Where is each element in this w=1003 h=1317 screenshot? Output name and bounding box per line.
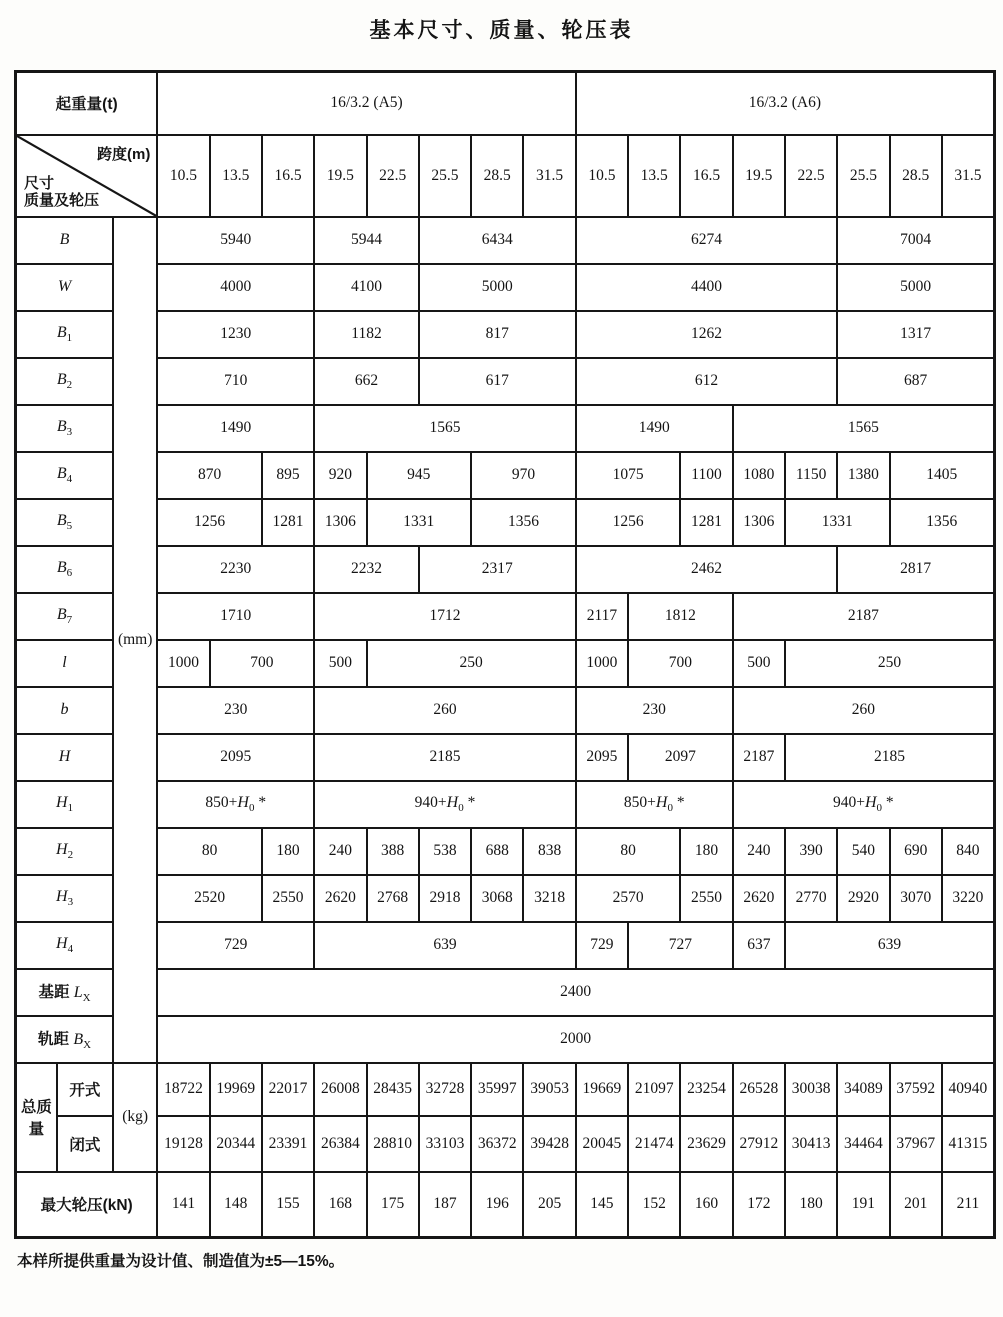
table-cell: 6274 bbox=[576, 217, 837, 264]
table-cell: 662 bbox=[314, 358, 419, 405]
table-cell: 2117 bbox=[576, 593, 628, 640]
table-cell: 1380 bbox=[837, 452, 889, 499]
table-cell: 5944 bbox=[314, 217, 419, 264]
span-header-a6-13.5: 13.5 bbox=[628, 135, 680, 217]
table-cell: 2620 bbox=[314, 875, 366, 922]
max-wheel-pressure-cell: 205 bbox=[523, 1172, 575, 1238]
table-cell: 4400 bbox=[576, 264, 837, 311]
table-cell: 4000 bbox=[157, 264, 314, 311]
table-cell: $850+H_0$ * bbox=[576, 781, 733, 828]
table-cell: 1182 bbox=[314, 311, 419, 358]
unit-mm: (mm) bbox=[113, 217, 157, 1063]
span-header-a5-25.5: 25.5 bbox=[419, 135, 471, 217]
dimension-row bbox=[16, 969, 995, 1016]
table-cell: 1256 bbox=[157, 499, 262, 546]
table-cell: 5940 bbox=[157, 217, 314, 264]
max-wheel-pressure-row bbox=[16, 1172, 995, 1238]
total-mass-open-cell: 18722 bbox=[157, 1063, 209, 1116]
diagonal-header-cell bbox=[16, 135, 158, 217]
table-cell: $940+H_0$ * bbox=[314, 781, 576, 828]
span-header-a5-31.5: 31.5 bbox=[523, 135, 575, 217]
max-wheel-pressure-cell: 196 bbox=[471, 1172, 523, 1238]
table-cell: 617 bbox=[419, 358, 576, 405]
table-cell: 7004 bbox=[837, 217, 994, 264]
closed-type-label: 闭式 bbox=[57, 1116, 113, 1172]
total-mass-closed-cell: 23391 bbox=[262, 1116, 314, 1172]
span-header-a5-28.5: 28.5 bbox=[471, 135, 523, 217]
table-cell: 3068 bbox=[471, 875, 523, 922]
spec-table bbox=[14, 70, 996, 1239]
total-mass-label: 总质量 bbox=[16, 1063, 57, 1172]
total-mass-closed-cell: 36372 bbox=[471, 1116, 523, 1172]
footnote: 本样所提供重量为设计值、制造值为±5—15%。 bbox=[17, 1253, 345, 1270]
table-cell: 1262 bbox=[576, 311, 837, 358]
total-mass-open-cell: 34089 bbox=[837, 1063, 889, 1116]
table-cell: 2520 bbox=[157, 875, 262, 922]
table-cell: 240 bbox=[314, 828, 366, 875]
total-mass-open-cell: 37592 bbox=[890, 1063, 942, 1116]
dimension-row bbox=[16, 311, 995, 358]
table-cell: 388 bbox=[367, 828, 419, 875]
max-wheel-pressure-cell: 168 bbox=[314, 1172, 366, 1238]
table-cell: 2918 bbox=[419, 875, 471, 922]
table-cell: 2000 bbox=[157, 1016, 994, 1063]
table-cell: 2230 bbox=[157, 546, 314, 593]
dimension-row bbox=[16, 217, 995, 264]
span-axis-label: 跨度(m) bbox=[96, 145, 151, 163]
table-cell: 1100 bbox=[680, 452, 732, 499]
dimension-row bbox=[16, 781, 995, 828]
table-cell: 1075 bbox=[576, 452, 681, 499]
table-cell: 1281 bbox=[262, 499, 314, 546]
table-cell: 700 bbox=[210, 640, 315, 687]
total-mass-closed-cell: 20045 bbox=[576, 1116, 628, 1172]
table-cell: 2462 bbox=[576, 546, 837, 593]
table-cell: 1317 bbox=[837, 311, 994, 358]
table-cell: 639 bbox=[785, 922, 995, 969]
total-mass-open-cell: 22017 bbox=[262, 1063, 314, 1116]
total-mass-closed-row bbox=[16, 1116, 995, 1172]
table-cell: 2768 bbox=[367, 875, 419, 922]
table-cell: 817 bbox=[419, 311, 576, 358]
table-cell: $940+H_0$ * bbox=[733, 781, 995, 828]
table-cell: 2550 bbox=[262, 875, 314, 922]
table-cell: 180 bbox=[680, 828, 732, 875]
row-label: H bbox=[16, 734, 114, 781]
table-cell: 920 bbox=[314, 452, 366, 499]
table-cell: 2317 bbox=[419, 546, 576, 593]
max-wheel-pressure-cell: 172 bbox=[733, 1172, 785, 1238]
total-mass-open-cell: 30038 bbox=[785, 1063, 837, 1116]
table-cell: 260 bbox=[314, 687, 576, 734]
table-cell: 1490 bbox=[576, 405, 733, 452]
table-cell: 688 bbox=[471, 828, 523, 875]
row-label: 轨距 $B_X$ bbox=[16, 1016, 114, 1063]
total-mass-closed-cell: 39428 bbox=[523, 1116, 575, 1172]
max-wheel-pressure-cell: 211 bbox=[942, 1172, 995, 1238]
total-mass-open-cell: 23254 bbox=[680, 1063, 732, 1116]
total-mass-open-cell: 40940 bbox=[942, 1063, 995, 1116]
table-cell: 390 bbox=[785, 828, 837, 875]
total-mass-open-cell: 19669 bbox=[576, 1063, 628, 1116]
table-cell: 240 bbox=[733, 828, 785, 875]
table-cell: 838 bbox=[523, 828, 575, 875]
group-a6-label: 16/3.2 (A6) bbox=[576, 72, 995, 135]
table-cell: 1230 bbox=[157, 311, 314, 358]
table-cell: 230 bbox=[157, 687, 314, 734]
table-cell: 180 bbox=[262, 828, 314, 875]
max-wheel-pressure-cell: 145 bbox=[576, 1172, 628, 1238]
table-cell: 1356 bbox=[890, 499, 995, 546]
total-mass-open-cell: 28435 bbox=[367, 1063, 419, 1116]
table-cell: 4100 bbox=[314, 264, 419, 311]
max-wheel-pressure-cell: 191 bbox=[837, 1172, 889, 1238]
span-header-a6-28.5: 28.5 bbox=[890, 135, 942, 217]
table-cell: 2185 bbox=[314, 734, 576, 781]
table-cell: 1490 bbox=[157, 405, 314, 452]
row-label: $B_6$ bbox=[16, 546, 114, 593]
row-label: l bbox=[16, 640, 114, 687]
row-label: b bbox=[16, 687, 114, 734]
page-title: 基本尺寸、质量、轮压表 bbox=[369, 19, 634, 42]
row-label: $B_5$ bbox=[16, 499, 114, 546]
row-label: $B_1$ bbox=[16, 311, 114, 358]
row-label: $B_7$ bbox=[16, 593, 114, 640]
total-mass-closed-cell: 37967 bbox=[890, 1116, 942, 1172]
row-label: 基距 $L_X$ bbox=[16, 969, 114, 1016]
dimension-row bbox=[16, 546, 995, 593]
max-wheel-pressure-cell: 152 bbox=[628, 1172, 680, 1238]
dimension-row bbox=[16, 405, 995, 452]
dimension-axis-label: 尺寸 bbox=[24, 174, 55, 192]
table-cell: 2550 bbox=[680, 875, 732, 922]
table-cell: 700 bbox=[628, 640, 733, 687]
table-cell: 250 bbox=[785, 640, 995, 687]
table-cell: 1256 bbox=[576, 499, 681, 546]
total-mass-open-cell: 19969 bbox=[210, 1063, 262, 1116]
total-mass-open-cell: 26008 bbox=[314, 1063, 366, 1116]
row-label: $H_2$ bbox=[16, 828, 114, 875]
table-cell: 1306 bbox=[733, 499, 785, 546]
total-mass-closed-cell: 41315 bbox=[942, 1116, 995, 1172]
table-cell: 1710 bbox=[157, 593, 314, 640]
table-cell: 1080 bbox=[733, 452, 785, 499]
dimension-row bbox=[16, 640, 995, 687]
total-mass-closed-cell: 26384 bbox=[314, 1116, 366, 1172]
table-cell: 1356 bbox=[471, 499, 576, 546]
table-cell: 895 bbox=[262, 452, 314, 499]
table-cell: 1150 bbox=[785, 452, 837, 499]
span-header-a6-31.5: 31.5 bbox=[942, 135, 995, 217]
span-header-a6-22.5: 22.5 bbox=[785, 135, 837, 217]
max-wheel-pressure-cell: 155 bbox=[262, 1172, 314, 1238]
table-cell: 5000 bbox=[419, 264, 576, 311]
table-cell: 2097 bbox=[628, 734, 733, 781]
table-cell: 687 bbox=[837, 358, 994, 405]
table-cell: 637 bbox=[733, 922, 785, 969]
table-cell: 1306 bbox=[314, 499, 366, 546]
total-mass-closed-cell: 23629 bbox=[680, 1116, 732, 1172]
table-cell: 710 bbox=[157, 358, 314, 405]
table-cell: 2620 bbox=[733, 875, 785, 922]
table-cell: 2400 bbox=[157, 969, 994, 1016]
table-cell: 1281 bbox=[680, 499, 732, 546]
table-cell: 260 bbox=[733, 687, 995, 734]
table-cell: 945 bbox=[367, 452, 472, 499]
table-cell: 690 bbox=[890, 828, 942, 875]
table-cell: 3218 bbox=[523, 875, 575, 922]
table-cell: 2095 bbox=[157, 734, 314, 781]
table-cell: 3220 bbox=[942, 875, 995, 922]
table-cell: 1000 bbox=[157, 640, 209, 687]
total-mass-closed-cell: 28810 bbox=[367, 1116, 419, 1172]
table-cell: 2095 bbox=[576, 734, 628, 781]
table-cell: 729 bbox=[576, 922, 628, 969]
table-cell: 612 bbox=[576, 358, 837, 405]
dimension-row bbox=[16, 1016, 995, 1063]
span-header-a5-10.5: 10.5 bbox=[157, 135, 209, 217]
table-cell: 2920 bbox=[837, 875, 889, 922]
table-cell: 970 bbox=[471, 452, 576, 499]
row-label: W bbox=[16, 264, 114, 311]
row-label: $H_4$ bbox=[16, 922, 114, 969]
table-cell: 540 bbox=[837, 828, 889, 875]
group-a5-label: 16/3.2 (A5) bbox=[157, 72, 575, 135]
span-header-a6-25.5: 25.5 bbox=[837, 135, 889, 217]
table-cell: 250 bbox=[367, 640, 576, 687]
total-mass-closed-cell: 21474 bbox=[628, 1116, 680, 1172]
max-wheel-pressure-label: 最大轮压(kN) bbox=[16, 1172, 158, 1238]
row-label: $B_4$ bbox=[16, 452, 114, 499]
total-mass-closed-cell: 27912 bbox=[733, 1116, 785, 1172]
header-row-capacity bbox=[16, 72, 995, 135]
table-cell: 729 bbox=[157, 922, 314, 969]
table-cell: 3070 bbox=[890, 875, 942, 922]
row-label: $H_3$ bbox=[16, 875, 114, 922]
table-cell: 500 bbox=[733, 640, 785, 687]
table-cell: 870 bbox=[157, 452, 262, 499]
row-label: $B_2$ bbox=[16, 358, 114, 405]
span-header-a5-22.5: 22.5 bbox=[367, 135, 419, 217]
total-mass-closed-cell: 33103 bbox=[419, 1116, 471, 1172]
max-wheel-pressure-cell: 201 bbox=[890, 1172, 942, 1238]
table-cell: 2817 bbox=[837, 546, 994, 593]
dimension-row bbox=[16, 687, 995, 734]
max-wheel-pressure-cell: 148 bbox=[210, 1172, 262, 1238]
total-mass-closed-cell: 34464 bbox=[837, 1116, 889, 1172]
span-header-a5-13.5: 13.5 bbox=[210, 135, 262, 217]
max-wheel-pressure-cell: 160 bbox=[680, 1172, 732, 1238]
total-mass-closed-cell: 20344 bbox=[210, 1116, 262, 1172]
dimension-row bbox=[16, 734, 995, 781]
span-header-a5-19.5: 19.5 bbox=[314, 135, 366, 217]
table-cell: 840 bbox=[942, 828, 995, 875]
table-cell: 639 bbox=[314, 922, 576, 969]
table-cell: 1331 bbox=[367, 499, 472, 546]
total-mass-open-cell: 26528 bbox=[733, 1063, 785, 1116]
table-cell: 1331 bbox=[785, 499, 890, 546]
dimension-row bbox=[16, 264, 995, 311]
table-cell: 6434 bbox=[419, 217, 576, 264]
dimension-row bbox=[16, 875, 995, 922]
open-type-label: 开式 bbox=[57, 1063, 113, 1116]
table-cell: 1712 bbox=[314, 593, 576, 640]
dimension-row bbox=[16, 922, 995, 969]
dimension-row bbox=[16, 593, 995, 640]
table-cell: 2185 bbox=[785, 734, 995, 781]
table-cell: 2232 bbox=[314, 546, 419, 593]
table-cell: 1000 bbox=[576, 640, 628, 687]
row-label: $B_3$ bbox=[16, 405, 114, 452]
table-cell: 80 bbox=[576, 828, 681, 875]
table-cell: 1405 bbox=[890, 452, 995, 499]
total-mass-open-row bbox=[16, 1063, 995, 1116]
span-header-a6-16.5: 16.5 bbox=[680, 135, 732, 217]
table-cell: 727 bbox=[628, 922, 733, 969]
table-cell: 500 bbox=[314, 640, 366, 687]
max-wheel-pressure-cell: 141 bbox=[157, 1172, 209, 1238]
table-cell: 2187 bbox=[733, 734, 785, 781]
table-cell: 230 bbox=[576, 687, 733, 734]
max-wheel-pressure-cell: 180 bbox=[785, 1172, 837, 1238]
total-mass-closed-cell: 30413 bbox=[785, 1116, 837, 1172]
dimension-row bbox=[16, 358, 995, 405]
dimension-row bbox=[16, 452, 995, 499]
total-mass-open-cell: 39053 bbox=[523, 1063, 575, 1116]
row-label: $H_1$ bbox=[16, 781, 114, 828]
total-mass-open-cell: 32728 bbox=[419, 1063, 471, 1116]
span-header-a6-19.5: 19.5 bbox=[733, 135, 785, 217]
table-cell: 2187 bbox=[733, 593, 995, 640]
total-mass-closed-cell: 19128 bbox=[157, 1116, 209, 1172]
table-cell: 2770 bbox=[785, 875, 837, 922]
unit-kg: (kg) bbox=[113, 1063, 157, 1172]
max-wheel-pressure-cell: 187 bbox=[419, 1172, 471, 1238]
table-cell: 2570 bbox=[576, 875, 681, 922]
total-mass-open-cell: 21097 bbox=[628, 1063, 680, 1116]
table-cell: 1565 bbox=[314, 405, 576, 452]
table-cell: 1812 bbox=[628, 593, 733, 640]
table-cell: $850+H_0$ * bbox=[157, 781, 314, 828]
capacity-label: 起重量(t) bbox=[16, 72, 158, 135]
span-header-a6-10.5: 10.5 bbox=[576, 135, 628, 217]
span-header-a5-16.5: 16.5 bbox=[262, 135, 314, 217]
table-cell: 1565 bbox=[733, 405, 995, 452]
mass-axis-label: 质量及轮压 bbox=[24, 191, 100, 209]
total-mass-open-cell: 35997 bbox=[471, 1063, 523, 1116]
dimension-row bbox=[16, 499, 995, 546]
max-wheel-pressure-cell: 175 bbox=[367, 1172, 419, 1238]
row-label: B bbox=[16, 217, 114, 264]
table-cell: 5000 bbox=[837, 264, 994, 311]
table-cell: 538 bbox=[419, 828, 471, 875]
header-row-spans bbox=[16, 135, 995, 217]
dimension-row bbox=[16, 828, 995, 875]
table-cell: 80 bbox=[157, 828, 262, 875]
